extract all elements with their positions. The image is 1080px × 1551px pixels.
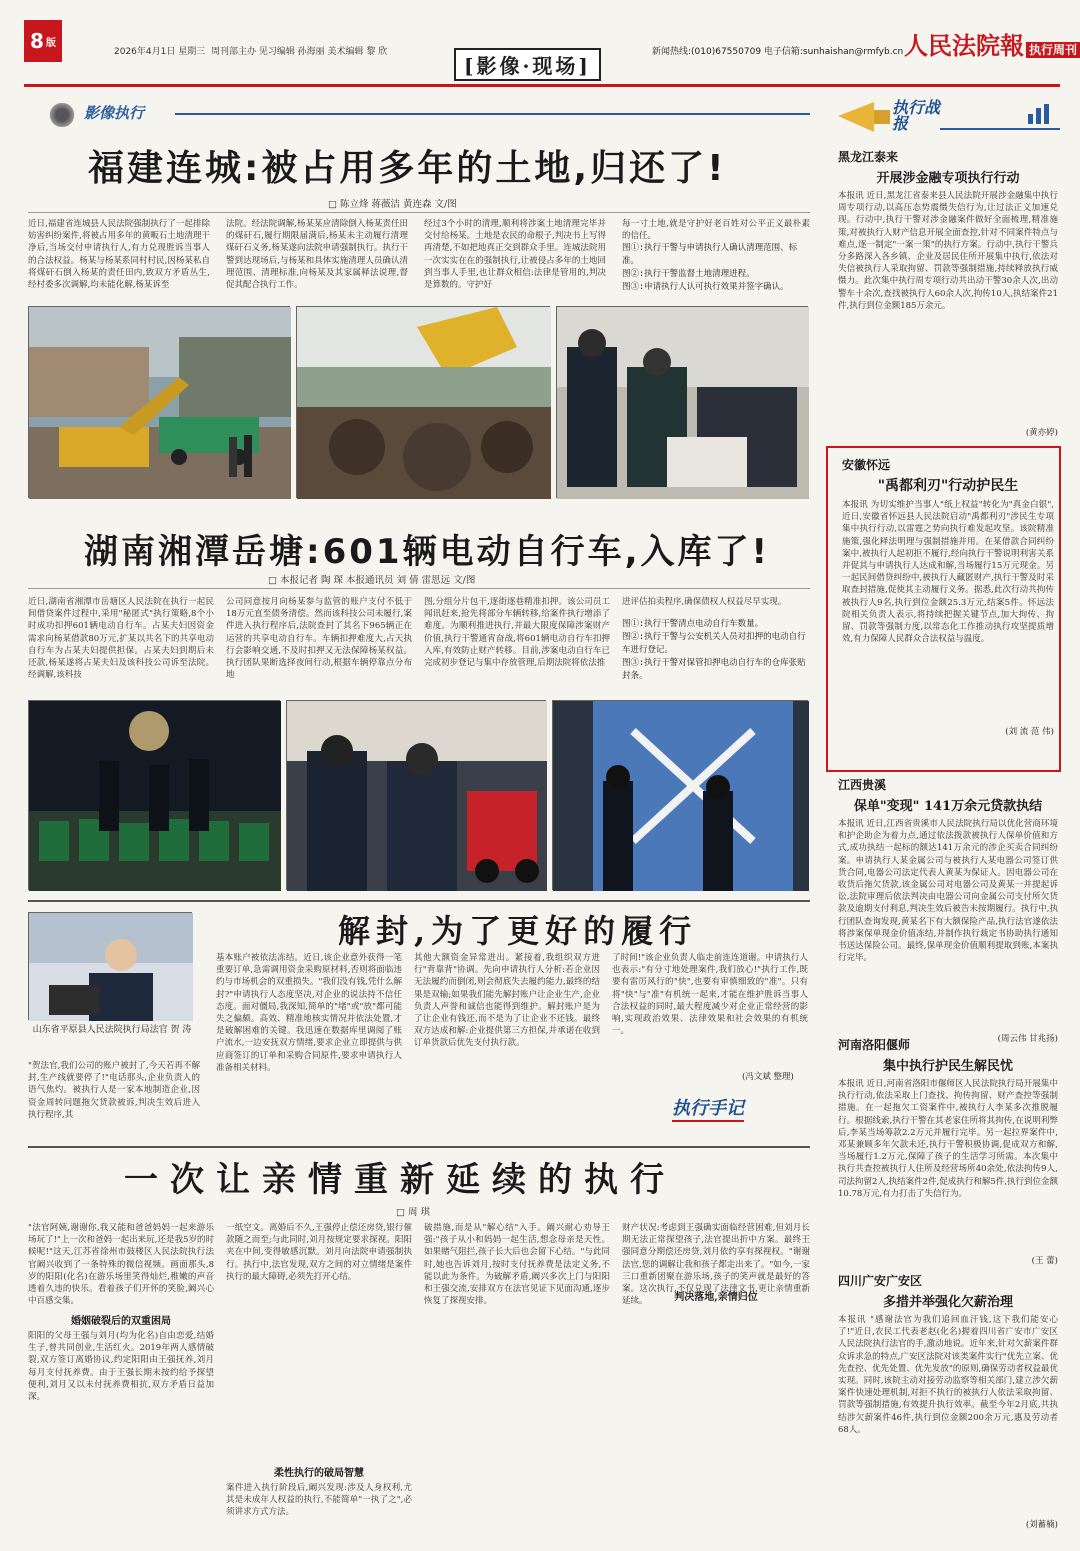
article4-subhead-1: 婚姻破裂后的双重困局	[71, 1316, 171, 1327]
article3-col4: 了时间!"该企业负责人临走前连连道谢。申请执行人也表示:"有分寸地处理案件,我们放心!"执行工作,既要有雷厉风行的"快",也要有审慎细致的"准"。只有将"快"与"准"有机统一起来,才能在维护胜诉当事人合法权益的同时,最大程度减少对企业正常经营的影响,实现政治效果、法律效果和社会效果的有机统一。	[612, 953, 808, 1037]
newspaper-logo: 人民法院報 执行周刊	[904, 26, 1080, 61]
article1-col1: 近日,福建省连城县人民法院强制执行了一起排除妨害纠纷案件,将被占用多年的黄畈石土地清理干净后,当场交付申请执行人,有力兑现胜诉当事人的合法权益。杨某与杨某系同村村民,因杨某私自将煤矸石倒入杨某的责任田内,致双方矛盾丛生,经村委多次调解,均未能化解,杨某诉至	[28, 219, 210, 291]
sidebar-item-3-location: 江西贵溪	[838, 778, 887, 792]
sidebar-item-1	[838, 148, 1058, 438]
article1-col2: 法院。经法院调解,杨某某应清除倒入杨某责任田的煤矸石,履行期限届满后,杨某未主动履行清理煤矸石义务,杨某遂向法院申请强制执行。执行干警到达现场后,与杨某和具体实施清理人员确认清理范围、清理标准,向杨某及其家属释法说理,督促其配合执行工作。	[226, 219, 408, 291]
warehouse-seal-image	[553, 701, 809, 891]
article4-col2: 一纸空文。离婚后不久,王强停止偿还房贷,银行催款随之而至;与此同时,刘月按规定要求探视。阳阳夹在中间,变得敏感沉默。刘月向法院申请强制执行。执行中,法官发现,双方之间的对立情绪是案件执行的最大障碍,必须先打开心结。	[226, 1223, 412, 1282]
night-bikes-image	[29, 701, 281, 891]
sidebar-item-3-body: 本报讯 近日,江西省贵溪市人民法院执行局以优化营商环境和护企助企为着力点,通过依法拨款被执行人保单价值和方式,成功执结一起标的额达141万余元的涉企买卖合同纠纷案。申请执行人某金属公司与被执行人某电器公司签订供货合同,电器公司法定代表人黄某为保证人。因电器公司在收货后拖欠货款,该金属公司对电器公司及黄某一并提起诉讼,法院审理后依法判决由电器公司向金属公司支付所欠货款及逾期支付利息,判决生效后被告未按期履行。执行中,执行团队查询发现,黄某名下有大额保险产品,执行法官遂依法将涉案保单现金价值冻结,并制作执行裁定书协助执行通知书送达保险公司。最终,保单现金价值顺利提取到账,本案执行完毕。	[838, 819, 1058, 964]
article4-col1: "法官阿姨,谢谢你,我又能和爸爸妈妈一起来游乐场玩了!"上一次和爸妈一起出来玩,还是我5岁的时候呢!"这天,江苏省徐州市鼓楼区人民法院执行法官阚兴收到了一条特殊的微信视频。画面那头,8岁的阳阳(化名)在游乐场里笑得灿烂,稚嫩的声音透着久违的快乐。看着孩子们开怀的笑脸,阚兴心中百感交集。	[28, 1223, 214, 1307]
film-reel-icon	[46, 103, 78, 127]
article2-title: 湖南湘潭岳塘:601辆电动自行车,入库了!	[84, 532, 770, 572]
bar-chart-icon	[1026, 104, 1056, 124]
sidebar-item-3-title: 保单"变现" 141万余元贷款执结	[853, 799, 1043, 814]
article2-col1: 近日,湖南省湘潭市岳塘区人民法院在执行一起民间借贷案件过程中,采用"秘匿式"执行策略,8个小时成功扣押601辆电动自行车。占某夫妇因资金需求向杨某借款80万元,扩某以共名下的共享电动自行车为占某夫妇提供担保。占某夫妇到期后未还款,杨某遂将占某夫妇及该科技公司诉至法院。经调解,该科技	[28, 597, 214, 681]
sidebar-item-2-body: 本报讯 为切实维护当事人"纸上权益"转化为"真金白银",近日,安徽省怀远县人民法院启动"禹都利刃"涉民生专项集中执行行动,以雷霆之势向执行难发起攻坚。该院精准施策,强化释法明理与强制措施并用。在某借款合同纠纷案中,被执行人起初拒不履行,经向执行干警说明利害关系并促其与申请执行人达成和解,当场履行15万元现金。另一起民间借贷纠纷中,被执行人藏匿财产,执行干警及时采取查封措施,促使其主动履行义务。据悉,此次行动共拘传被执行人9名,执行到位金额25.3万元,结案5件。怀远法院相关负责人表示,将持续把握关键节点,加大拘传、拘留、罚款等强制力度,以常态化工作推动执行攻坚提质增效,有力保障人民群众合法权益与温度。	[842, 500, 1054, 645]
article1-photo-2	[296, 306, 550, 498]
sidebar-item-5-title: 多措并举强化欠薪治理	[882, 1295, 1013, 1310]
sidebar-item-5-author: (刘蓄楠)	[1025, 1520, 1058, 1530]
header-meta: 2026年4月1日 星期三 周刊部主办 见习编辑 孙海丽 美术编辑 黎 欣	[114, 47, 388, 57]
article3-col1: "贺法官,我们公司的账户被封了,今天若再不解封,生产线就要停了!"电话那头,企业负责人的语气焦灼。被执行人是一家本地制造企业,因资金周转问题拖欠货款被诉,判决生效后进入执行程序,其	[28, 1061, 200, 1120]
article4-col4: 财产状况:考虑到王强确实面临经营困难,但刘月长期无法正常探望孩子,法官提出折中方案。最终王强同意分期偿还房贷,刘月依约享有探视权。"谢谢法官,您的调解让我和孩子都走出来了。"如今,一家三口重新团聚在游乐场,孩子的笑声就是最好的答案。这次执行,不仅兑现了法律文书,更让亲情重新延续。	[622, 1223, 810, 1307]
article1-byline: □ 陈立烽 蒋薇洁 黄连森 文/图	[328, 199, 457, 210]
article2-caption-1: 图①:执行干警清点电动自行车数量。	[622, 619, 764, 629]
trumpet-icon	[834, 98, 894, 138]
article1-caption-3: 图③:申请执行人认可执行效果并签字确认。	[622, 282, 789, 292]
registration-scene-image	[287, 701, 547, 891]
sidebar-item-2-location: 安徽怀远	[842, 458, 891, 472]
author-photo	[28, 912, 192, 1020]
sidebar-header	[830, 98, 1062, 142]
page-number-badge: 8 版	[24, 20, 62, 62]
article1-photo-1	[28, 306, 290, 498]
sidebar-item-3	[838, 776, 1058, 1044]
article3-editor: (冯文斌 整理)	[742, 1072, 794, 1082]
sidebar-item-1-location: 黑龙江泰来	[838, 150, 899, 164]
article3-title: 解封,为了更好的履行	[338, 912, 698, 950]
article3-col3: 其他大额资金异常进出。紧接着,我组织双方进行"背靠背"协调。先向申请执行人分析:若企业因无法履约而倒闭,则会彻底失去履约能力,最终的结果是双输;如果我们能先解封账户让企业生产,企业负责人声誉和诚信也能得到维护。解封账户是为了让企业有钱还,而不是为了让企业不还钱。最终双方达成和解:企业提供第三方担保,并承诺在收到订单货款后优先支付执行款。	[414, 953, 600, 1049]
section-rule	[175, 113, 810, 115]
article1-col4: 每一寸土地,就是守护好老百姓对公平正义最朴素的信任。	[622, 219, 810, 242]
article1-captions	[622, 242, 810, 294]
sidebar-item-4-title: 集中执行护民生解民忧	[882, 1059, 1013, 1074]
article4-col2b: 案件进入执行阶段后,阚兴发现:涉及人身权利,尤其是未成年人权益的执行,不能简单"一执了之",必须讲求方式方法。	[226, 1483, 412, 1518]
article1-title: 福建连城:被占用多年的土地,归还了!	[88, 148, 727, 189]
sidebar-item-3-author: (周云伟 甘兆扬)	[997, 1034, 1058, 1044]
sidebar-item-1-author: (黄亦婷)	[1025, 428, 1058, 438]
article4-subhead-2: 柔性执行的破局智慧	[274, 1468, 364, 1479]
article2-photo-2	[286, 700, 546, 890]
sidebar-item-5-location: 四川广安广安区	[838, 1274, 923, 1288]
article2-col3: 图,分组分片包干,逐街逐巷精准扣押。该公司员工闻讯赶来,抢先将部分车辆转移,给案件执行增添了难度。为顺利推进执行,并最大限度保障涉案财产价值,执行干警通宵奋战,将601辆电动自行车扣押入库,有效防止财产转移。目前,涉案电动自行车已完成初步登记与集中存放管理,后期法院将依法推	[424, 597, 610, 669]
article2-byline: □ 本报记者 陶 琛 本报通讯员 刘 倩 雷思远 文/图	[268, 575, 476, 586]
article2-caption-3: 图③:执行干警对保管扣押电动自行车的仓库张贴封条。	[622, 658, 806, 681]
header-contact: 新闻热线:(010)67550709 电子信箱:sunhaishan@rmfyb.cn	[652, 47, 904, 57]
article2-captions	[622, 618, 810, 683]
section-tag: [影像·现场]	[454, 48, 601, 81]
sidebar-item-4	[838, 1036, 1058, 1266]
article2-photo-3	[552, 700, 808, 890]
article2-col2: 公司同意按月向杨某参与监管的账户支付不低于18万元直至债务清偿。然而该科技公司未履行,案件进入执行程序后,法院查封了其名下965辆正在运营的共享电动自行车。车辆扣押难度大,占天执行会影响交通,不及时扣押又无法保障杨某权益。执行团队果断选择夜间行动,根据车辆停靠点分布地	[226, 597, 412, 681]
sidebar-item-5-body: 本报讯 "感谢法官为我们追回血汗钱,这下我们能安心了!"近日,农民工代表老赵(化名)握着四川省广安市广安区人民法院执行法官的手,激动地说。近年来,针对欠薪案件群众诉求急的特点,广安区法院对该类案件实行"优先立案、优先查控、优先处置、优先发放"的原则,确保劳动者权益最优实现。同时,该院主动对接劳动监察等相关部门,建立涉欠薪案件快速处理机制,对拒不执行的被执行人依法采取拘留、罚款等强制措施,有效提升执行效率。截至今年2月底,共执结涉欠薪案件46件,执行到位金额200余万元,惠及劳动者68人。	[838, 1315, 1058, 1435]
article1-col3: 经过3个小时的清理,顺利将涉案土地清理完毕并交付给杨某。土地是农民的命根子,判决书上写得再清楚,不如把地真正交到群众手里。连城法院用一次实实在在的强制执行,让被侵占多年的土地回到当事人手里,也让群众相信:法律是管用的,判决是算数的。守护好	[424, 219, 606, 291]
article1-photo-3	[556, 306, 808, 498]
soil-clearing-image	[297, 307, 551, 499]
article1-caption-1: 图①:执行干警与申请执行人确认清理范围、标准。	[622, 243, 798, 266]
article4-col1b: 阳阳的父母王强与刘月(均为化名)自由恋爱,结婚生子,曾共同创业,生活红火。2019年两人感情破裂,双方签订离婚协议,约定阳阳由王强抚养,刘月每月支付抚养费。由于王强长期未按约给予探望便利,刘月又以未付抚养费相抗,双方矛盾日益加深。	[28, 1331, 214, 1403]
sidebar-item-4-author: (王 蕾)	[1031, 1256, 1058, 1266]
article4-subhead-3: 判决落地,亲情归位	[674, 1292, 758, 1303]
sidebar-item-1-body: 本报讯 近日,黑龙江省泰来县人民法院开展涉金融集中执行周专项行动,以高压态势震慑失信行为,让过法正义加速兑现。行动中,执行干警对涉金融案件做好全面梳理,精准施策,对被执行人财产信息开展全面查控,针对不同案件特点与难点,逐一制定"一案一策"的执行方案。行动中,执行干警兵分多路深入各乡镇、企业及居民住所开展集中执行,依法对失信被执行人采取拘留、罚款等强制措施,持续释放执行威慑力。此次集中执行周专项行动共出动干警30余人次,出动警车十余次,查找被执行人60余人次,拘传10人,执结案件21件,执行到位金额185万余元。	[838, 191, 1058, 311]
sidebar-item-1-title: 开展涉金融专项执行行动	[876, 171, 1020, 186]
article3-col2: 基本账户被依法冻结。近日,该企业意外获得一笔重要订单,急需调用资金采购原材料,否则将面临违约与市场机会的双重损失。"我们没有钱,凭什么解封?"申请执行人态度坚决,对企业的说法持不信任态度。面对僵局,我深知,简单的"堵"或"放"都可能失之偏颇。高效、精准地核实情况并依法处置,才是破解困难的关键。我迅速在数据库里调阅了账户流水,一边安抚双方情绪,要求企业立即提供与供应商签订的订单和采购合同原件,要求申请执行人准备相关材料。	[216, 953, 402, 1073]
sidebar-item-5	[838, 1272, 1058, 1530]
page-header	[24, 14, 1078, 78]
article2-caption-2: 图②:执行干警与公安机关人员对扣押的电动自行车进行登记。	[622, 632, 806, 655]
sidebar-item-4-location: 河南洛阳偃师	[838, 1038, 911, 1052]
article4-title: 一次让亲情重新延续的执行	[124, 1160, 676, 1200]
column-badge: 执行手记	[672, 1094, 744, 1122]
sidebar-item-2	[842, 456, 1054, 737]
sidebar-item-2-author: (刘 流 范 伟)	[1005, 727, 1054, 737]
section-label: 影像执行	[84, 104, 145, 122]
sidebar-item-4-body: 本报讯 近日,河南省洛阳市偃师区人民法院执行局开展集中执行行动,依法采取上门查找、拘传拘留、财产查控等强制措施。在一起拖欠工资案件中,被执行人李某多次推脱履行。根据线索,执行干警在其老家住所将其拘传,在说明利弊后,李某当场筹款2.2万元并履行完毕。另一起拉界案件中,邓某兼顾多年欠款未还,执行干警积极协调,促成双方和解,当场履行1.2万元,保障了孩子的生活学习所需。本次集中执行共查控被执行人住所及经营场所40余处,依法拘传9人,司法拘留2人,执结案件2件,促成执行和解5件,执行到位金额10.78万元,有力打击了失信行为。	[838, 1079, 1058, 1199]
article1-caption-2: 图②:执行干警监督土地清理进程。	[622, 269, 755, 279]
article4-col3: 破措施,而是从"解心结"入手。阚兴耐心劝导王强:"孩子从小和妈妈一起生活,想念母亲是天性。如果赌气阻拦,孩子长大后也会留下心结。"与此同时,她也告诉刘月,按时支付抚养费是法定义务,不能以此为条件。为破解矛盾,阚兴多次上门与阳阳和王强交流,安排双方在法官见证下见面沟通,逐步恢复了探视安排。	[424, 1223, 610, 1307]
article4-byline: □ 周 琪	[396, 1207, 431, 1218]
signing-scene-image	[557, 307, 809, 499]
article2-photo-1	[28, 700, 280, 890]
header-rule	[24, 84, 1060, 87]
article2-col4: 进评估拍卖程序,确保债权人权益尽早实现。	[622, 597, 787, 607]
author-portrait-image	[29, 913, 193, 1021]
sidebar-item-2-title: "禹都利刃"行动护民生	[877, 478, 1019, 494]
author-caption: 山东省平原县人民法院执行局法官 贺 涛	[32, 1025, 192, 1035]
sidebar-title: 执行战报	[892, 98, 941, 133]
excavator-scene-image	[29, 307, 291, 499]
